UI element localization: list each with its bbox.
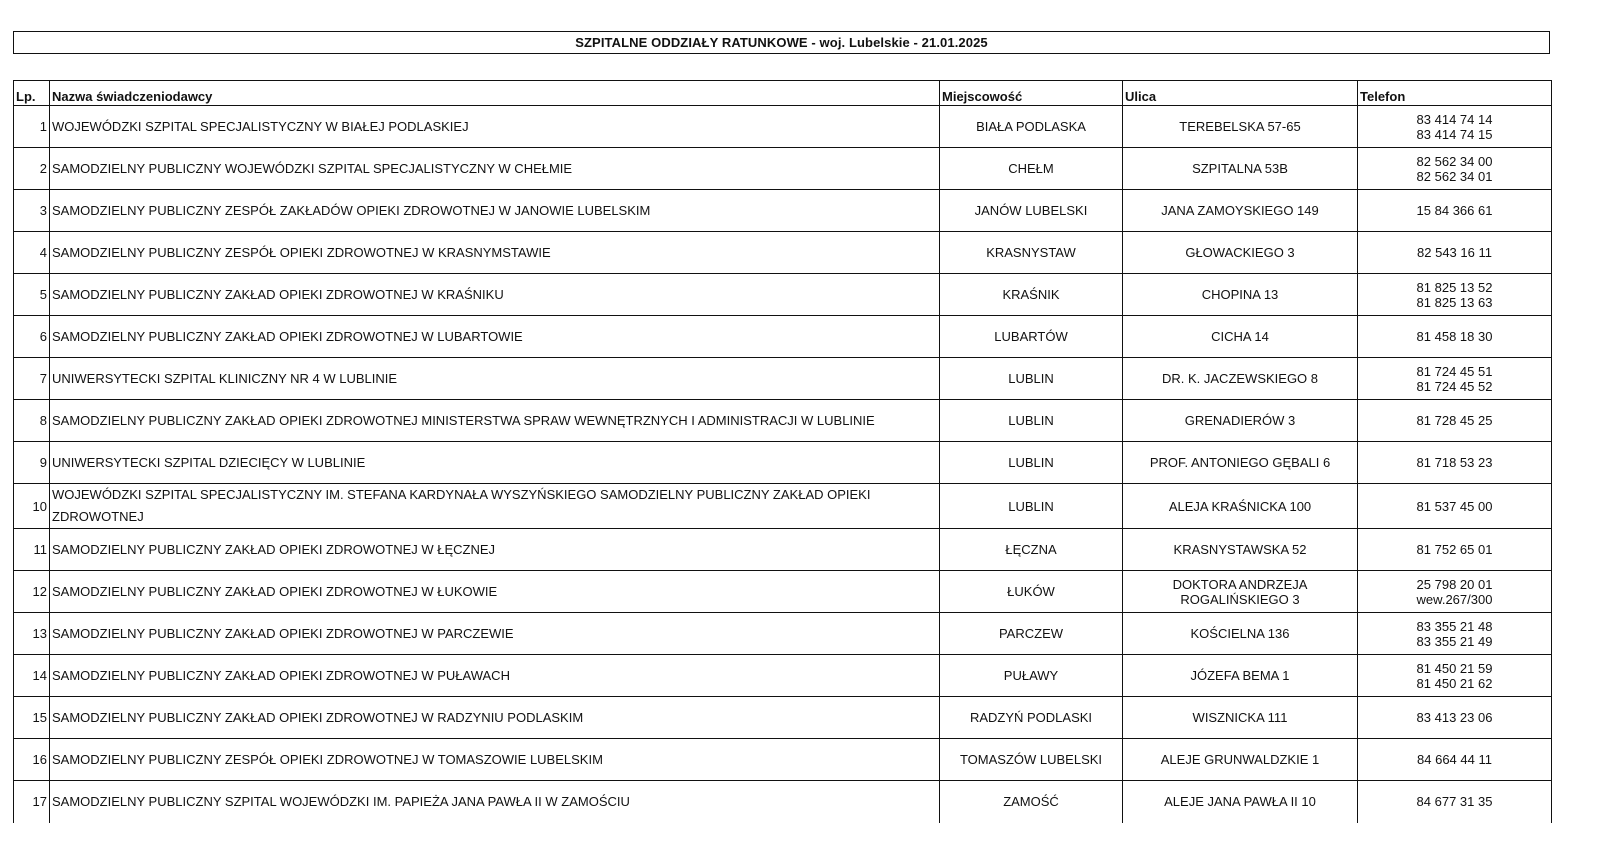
row-phone [1358, 529, 1552, 571]
row-provider-name: SAMODZIELNY PUBLICZNY ZAKŁAD OPIEKI ZDROWOTNEJ MINISTERSTWA SPRAW WEWNĘTRZNYCH I ADMINISTRACJI W LUBLINIE [50, 400, 940, 442]
phone-line: 15 84 366 61 [1416, 203, 1493, 218]
table-row [14, 106, 1552, 148]
row-street [1123, 697, 1358, 739]
street-line: WISZNICKA 111 [1192, 710, 1288, 725]
row-provider-name: SAMODZIELNY PUBLICZNY ZAKŁAD OPIEKI ZDROWOTNEJ W PUŁAWACH [50, 655, 940, 697]
row-phone [1358, 442, 1552, 484]
street-line: PROF. ANTONIEGO GĘBALI 6 [1149, 455, 1331, 470]
header-name: Nazwa świadczeniodawcy [50, 81, 940, 106]
phone-line: 81 752 65 01 [1416, 542, 1493, 557]
row-phone [1358, 781, 1552, 823]
row-lp: 17 [14, 781, 50, 823]
table-row [14, 232, 1552, 274]
phone-line: 81 724 45 52 [1416, 378, 1493, 394]
row-street [1123, 148, 1358, 190]
header-street: Ulica [1123, 81, 1358, 106]
street-line: ALEJA KRAŚNICKA 100 [1168, 498, 1312, 514]
table-row [14, 529, 1552, 571]
row-street [1123, 571, 1358, 613]
row-provider-name: SAMODZIELNY PUBLICZNY ZAKŁAD OPIEKI ZDROWOTNEJ W ŁĘCZNEJ [50, 529, 940, 571]
row-phone [1358, 571, 1552, 613]
row-city: TOMASZÓW LUBELSKI [940, 739, 1123, 781]
row-phone [1358, 358, 1552, 400]
table-header-row [14, 81, 1552, 106]
row-phone [1358, 106, 1552, 148]
row-phone [1358, 316, 1552, 358]
row-city: KRAŚNIK [940, 274, 1123, 316]
table-row [14, 400, 1552, 442]
street-line: GŁOWACKIEGO 3 [1185, 245, 1295, 260]
row-lp: 2 [14, 148, 50, 190]
row-provider-name: SAMODZIELNY PUBLICZNY ZAKŁAD OPIEKI ZDROWOTNEJ W PARCZEWIE [50, 613, 940, 655]
row-lp: 11 [14, 529, 50, 571]
street-line: KOŚCIELNA 136 [1190, 626, 1290, 641]
row-street [1123, 274, 1358, 316]
row-city: LUBLIN [940, 400, 1123, 442]
street-line: CHOPINA 13 [1201, 287, 1279, 302]
street-line: ALEJE JANA PAWŁA II 10 [1164, 794, 1316, 810]
phone-line: wew.267/300 [1416, 591, 1493, 607]
phone-line: 81 450 21 62 [1416, 675, 1493, 691]
header-city: Miejscowość [940, 81, 1123, 106]
table-row [14, 190, 1552, 232]
row-phone [1358, 274, 1552, 316]
row-city: JANÓW LUBELSKI [940, 190, 1123, 232]
row-lp: 5 [14, 274, 50, 316]
phone-line: 82 543 16 11 [1417, 245, 1492, 260]
row-street [1123, 739, 1358, 781]
row-provider-name: SAMODZIELNY PUBLICZNY SZPITAL WOJEWÓDZKI IM. PAPIEŻA JANA PAWŁA II W ZAMOŚCIU [50, 781, 940, 823]
row-phone [1358, 190, 1552, 232]
row-street [1123, 232, 1358, 274]
table-row [14, 697, 1552, 739]
row-street [1123, 400, 1358, 442]
row-provider-name: WOJEWÓDZKI SZPITAL SPECJALISTYCZNY W BIAŁEJ PODLASKIEJ [50, 106, 940, 148]
phone-line: 84 677 31 35 [1416, 794, 1493, 810]
table-row [14, 484, 1552, 529]
phone-line: 81 718 53 23 [1416, 455, 1493, 470]
street-line: JANA ZAMOYSKIEGO 149 [1161, 203, 1319, 218]
row-city: LUBLIN [940, 358, 1123, 400]
hospital-table [13, 80, 1552, 823]
phone-line: 81 724 45 51 [1416, 363, 1493, 379]
table-row [14, 148, 1552, 190]
phone-line: 81 728 45 25 [1416, 413, 1493, 428]
table-row [14, 442, 1552, 484]
header-lp: Lp. [14, 81, 50, 106]
table-row [14, 655, 1552, 697]
street-line: DR. K. JACZEWSKIEGO 8 [1161, 371, 1319, 386]
phone-line: 81 458 18 30 [1416, 329, 1493, 344]
row-phone [1358, 655, 1552, 697]
row-lp: 7 [14, 358, 50, 400]
table-body [14, 106, 1552, 823]
row-lp: 3 [14, 190, 50, 232]
row-city: KRASNYSTAW [940, 232, 1123, 274]
table-row [14, 613, 1552, 655]
street-line: TEREBELSKA 57-65 [1179, 119, 1301, 134]
table-row [14, 274, 1552, 316]
street-line: GRENADIERÓW 3 [1184, 413, 1296, 428]
row-lp: 16 [14, 739, 50, 781]
row-street [1123, 484, 1358, 529]
row-lp: 10 [14, 484, 50, 529]
street-line: SZPITALNA 53B [1192, 161, 1288, 176]
phone-line: 83 414 74 15 [1416, 126, 1493, 142]
row-city: ŁUKÓW [940, 571, 1123, 613]
row-city: ZAMOŚĆ [940, 781, 1123, 823]
row-provider-name: SAMODZIELNY PUBLICZNY ZAKŁAD OPIEKI ZDROWOTNEJ W LUBARTOWIE [50, 316, 940, 358]
row-lp: 14 [14, 655, 50, 697]
row-lp: 9 [14, 442, 50, 484]
row-lp: 12 [14, 571, 50, 613]
row-phone [1358, 484, 1552, 529]
row-street [1123, 613, 1358, 655]
row-lp: 4 [14, 232, 50, 274]
phone-line: 83 413 23 06 [1416, 710, 1493, 725]
phone-line: 82 562 34 00 [1416, 153, 1493, 169]
phone-line: 82 562 34 01 [1416, 168, 1493, 184]
phone-line: 25 798 20 01 [1416, 576, 1493, 592]
street-line: JÓZEFA BEMA 1 [1190, 668, 1290, 683]
row-city: CHEŁM [940, 148, 1123, 190]
row-phone [1358, 697, 1552, 739]
row-city: PUŁAWY [940, 655, 1123, 697]
phone-line: 84 664 44 11 [1417, 752, 1492, 767]
row-street [1123, 106, 1358, 148]
row-provider-name: WOJEWÓDZKI SZPITAL SPECJALISTYCZNY IM. STEFANA KARDYNAŁA WYSZYŃSKIEGO SAMODZIELNY PUBLICZNY ZAKŁAD OPIEKI ZDROWOTNEJ [50, 484, 940, 529]
row-lp: 8 [14, 400, 50, 442]
table-row [14, 739, 1552, 781]
row-provider-name: SAMODZIELNY PUBLICZNY ZAKŁAD OPIEKI ZDROWOTNEJ W ŁUKOWIE [50, 571, 940, 613]
row-city: ŁĘCZNA [940, 529, 1123, 571]
row-phone [1358, 400, 1552, 442]
phone-line: 83 355 21 49 [1416, 633, 1493, 649]
table-row [14, 571, 1552, 613]
row-provider-name: SAMODZIELNY PUBLICZNY ZESPÓŁ ZAKŁADÓW OPIEKI ZDROWOTNEJ W JANOWIE LUBELSKIM [50, 190, 940, 232]
row-street [1123, 358, 1358, 400]
row-phone [1358, 739, 1552, 781]
phone-line: 81 450 21 59 [1416, 660, 1493, 676]
street-line: ROGALIŃSKIEGO 3 [1180, 591, 1300, 607]
row-lp: 15 [14, 697, 50, 739]
row-provider-name: UNIWERSYTECKI SZPITAL KLINICZNY NR 4 W LUBLINIE [50, 358, 940, 400]
phone-line: 81 825 13 52 [1416, 279, 1493, 295]
header-phone: Telefon [1358, 81, 1552, 106]
row-street [1123, 655, 1358, 697]
row-city: LUBARTÓW [940, 316, 1123, 358]
street-line: ALEJE GRUNWALDZKIE 1 [1160, 752, 1320, 767]
phone-line: 83 414 74 14 [1416, 111, 1493, 127]
row-lp: 13 [14, 613, 50, 655]
table-row [14, 316, 1552, 358]
row-city: BIAŁA PODLASKA [940, 106, 1123, 148]
row-provider-name: SAMODZIELNY PUBLICZNY ZAKŁAD OPIEKI ZDROWOTNEJ W KRAŚNIKU [50, 274, 940, 316]
row-lp: 6 [14, 316, 50, 358]
row-provider-name: SAMODZIELNY PUBLICZNY ZAKŁAD OPIEKI ZDROWOTNEJ W RADZYNIU PODLASKIM [50, 697, 940, 739]
row-provider-name: SAMODZIELNY PUBLICZNY ZESPÓŁ OPIEKI ZDROWOTNEJ W KRASNYMSTAWIE [50, 232, 940, 274]
row-street [1123, 442, 1358, 484]
row-lp: 1 [14, 106, 50, 148]
street-line: DOKTORA ANDRZEJA [1172, 576, 1308, 592]
row-city: LUBLIN [940, 442, 1123, 484]
table-row [14, 358, 1552, 400]
phone-line: 81 825 13 63 [1416, 294, 1493, 310]
row-street [1123, 781, 1358, 823]
row-phone [1358, 613, 1552, 655]
row-city: LUBLIN [940, 484, 1123, 529]
row-provider-name: SAMODZIELNY PUBLICZNY WOJEWÓDZKI SZPITAL SPECJALISTYCZNY W CHEŁMIE [50, 148, 940, 190]
phone-line: 83 355 21 48 [1416, 618, 1493, 634]
street-line: KRASNYSTAWSKA 52 [1173, 542, 1307, 557]
row-street [1123, 190, 1358, 232]
phone-line: 81 537 45 00 [1416, 498, 1493, 514]
row-city: RADZYŃ PODLASKI [940, 697, 1123, 739]
row-phone [1358, 148, 1552, 190]
row-provider-name: UNIWERSYTECKI SZPITAL DZIECIĘCY W LUBLINIE [50, 442, 940, 484]
row-provider-name: SAMODZIELNY PUBLICZNY ZESPÓŁ OPIEKI ZDROWOTNEJ W TOMASZOWIE LUBELSKIM [50, 739, 940, 781]
row-street [1123, 316, 1358, 358]
row-street [1123, 529, 1358, 571]
table-row [14, 781, 1552, 823]
row-city: PARCZEW [940, 613, 1123, 655]
row-phone [1358, 232, 1552, 274]
street-line: CICHA 14 [1211, 329, 1269, 344]
document-title: SZPITALNE ODDZIAŁY RATUNKOWE - woj. Lubelskie - 21.01.2025 [13, 31, 1550, 54]
